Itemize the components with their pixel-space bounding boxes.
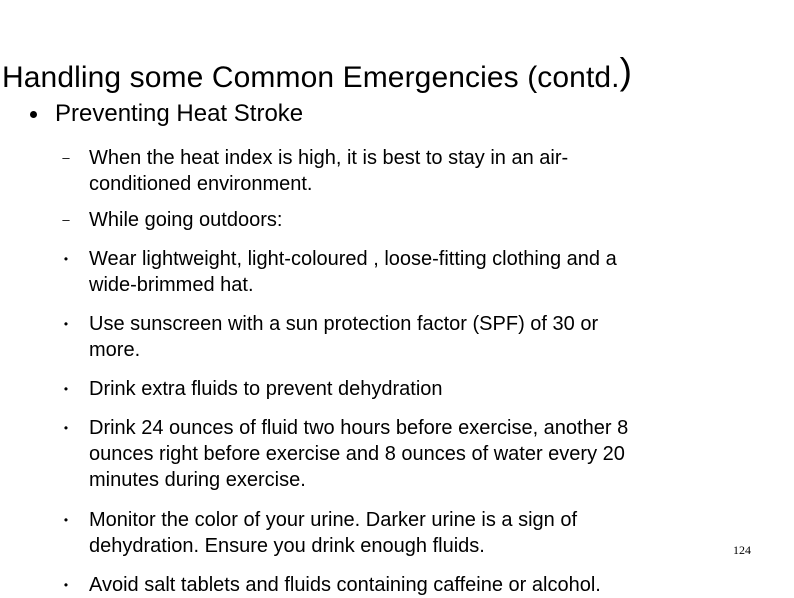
bullet-icon: •	[63, 317, 69, 331]
bullet-icon: •	[63, 252, 69, 266]
list-item-text: Use sunscreen with a sun protection factor (SPF) of 30 or more.	[89, 313, 599, 361]
dash-icon: –	[62, 212, 70, 227]
bullet-icon	[30, 111, 37, 118]
list-item-text: Drink 24 ounces of fluid two hours before exercise, another 8 ounces right before exercise and 8 ounces of water every 20 minutes during exercise.	[89, 417, 629, 491]
list-item-text: Wear lightweight, light-coloured , loose-fitting clothing and a wide-brimmed hat.	[89, 248, 617, 296]
list-item-text: Monitor the color of your urine. Darker urine is a sign of dehydration. Ensure you drink enough fluids.	[89, 509, 577, 557]
slide-title-paren: )	[619, 51, 633, 92]
list-item-text: When the heat index is high, it is best to stay in an air- conditioned environment.	[89, 147, 569, 195]
slide-title-text: Handling some Common Emergencies (contd.	[2, 61, 620, 94]
bullet-icon: •	[63, 578, 69, 592]
dash-icon: –	[62, 150, 70, 165]
list-item-text: While going outdoors:	[89, 209, 283, 231]
bullet-icon: •	[63, 513, 69, 527]
list-item-text: Avoid salt tablets and fluids containing caffeine or alcohol.	[89, 574, 601, 596]
bullet-icon: •	[63, 421, 69, 435]
page-number: 124	[733, 543, 751, 557]
section-heading: Preventing Heat Stroke	[55, 100, 304, 127]
list-item-text: Drink extra fluids to prevent dehydration	[89, 378, 443, 400]
bullet-icon: •	[63, 382, 69, 396]
heading-row	[30, 100, 303, 128]
slide-title	[2, 51, 633, 96]
